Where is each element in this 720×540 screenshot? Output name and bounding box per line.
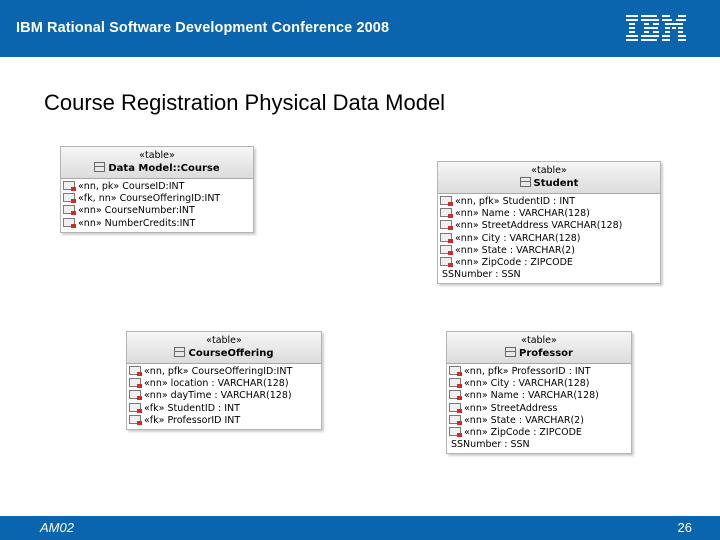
column-row[interactable]: «nn» City : VARCHAR(128) [440, 233, 658, 245]
column-icon [449, 427, 461, 436]
column-list [438, 194, 660, 283]
professor-table[interactable] [446, 331, 632, 454]
column-icon [129, 415, 141, 424]
table-header [438, 162, 660, 194]
column-icon [440, 220, 452, 229]
column-list [127, 364, 321, 429]
course-table[interactable] [60, 146, 254, 233]
table-icon [505, 347, 516, 357]
table-stereotype: «table» [531, 165, 567, 176]
column-icon [440, 196, 452, 205]
column-row[interactable]: «fk» StudentID : INT [129, 403, 319, 415]
table-icon [520, 177, 531, 187]
column-row[interactable]: «nn» StreetAddress [449, 403, 629, 415]
column-row[interactable]: «nn» NumberCredits:INT [63, 218, 251, 230]
column-icon [449, 415, 461, 424]
table-icon [94, 162, 105, 172]
column-list [61, 179, 253, 232]
column-icon [129, 378, 141, 387]
column-row[interactable]: «nn» CourseNumber:INT [63, 205, 251, 217]
column-row[interactable]: «nn» Name : VARCHAR(128) [449, 390, 629, 402]
column-icon [440, 233, 452, 242]
column-row[interactable]: «fk» ProfessorID INT [129, 415, 319, 427]
slide-title: Course Registration Physical Data Model [44, 90, 446, 115]
footer-bar [0, 516, 720, 540]
page-number: 26 [677, 520, 692, 535]
column-row[interactable]: «nn, pfk» CourseOfferingID:INT [129, 366, 319, 378]
student-table[interactable] [437, 161, 661, 284]
column-icon [440, 208, 452, 217]
column-icon [63, 218, 75, 227]
column-icon [63, 181, 75, 190]
column-row[interactable]: «fk, nn» CourseOfferingID:INT [63, 193, 251, 205]
table-header [447, 332, 631, 364]
column-row[interactable]: «nn, pfk» StudentID : INT [440, 196, 658, 208]
column-icon [63, 205, 75, 214]
column-icon [440, 245, 452, 254]
column-row[interactable]: «nn» City : VARCHAR(128) [449, 378, 629, 390]
table-header [127, 332, 321, 364]
table-name: Student [533, 178, 579, 189]
column-row[interactable]: SSNumber : SSN [451, 439, 530, 451]
column-icon [129, 390, 141, 399]
column-row[interactable]: «nn» ZipCode : ZIPCODE [440, 257, 658, 269]
column-icon [129, 366, 141, 375]
column-icon [440, 257, 452, 266]
column-row[interactable]: SSNumber : SSN [442, 269, 521, 281]
table-stereotype: «table» [206, 335, 242, 346]
column-row[interactable]: «nn» State : VARCHAR(2) [440, 245, 658, 257]
column-row[interactable]: «nn» Name : VARCHAR(128) [440, 208, 658, 220]
table-name: Data Model::Course [108, 163, 220, 174]
conference-title: IBM Rational Software Development Conference 2008 [16, 20, 390, 36]
column-row[interactable]: «nn» dayTime : VARCHAR(128) [129, 390, 319, 402]
column-row[interactable]: «nn» State : VARCHAR(2) [449, 415, 629, 427]
table-icon [174, 347, 185, 357]
course-offering-table[interactable] [126, 331, 322, 430]
table-name: Professor [519, 348, 573, 359]
column-icon [449, 378, 461, 387]
column-row[interactable]: «nn» location : VARCHAR(128) [129, 378, 319, 390]
column-list [447, 364, 631, 453]
table-header [61, 147, 253, 179]
table-stereotype: «table» [521, 335, 557, 346]
table-name: CourseOffering [188, 348, 274, 359]
column-row[interactable]: «nn» ZipCode : ZIPCODE [449, 427, 629, 439]
ibm-logo-icon [626, 13, 688, 45]
column-icon [63, 193, 75, 202]
table-stereotype: «table» [139, 150, 175, 161]
column-icon [449, 390, 461, 399]
session-code: AM02 [40, 520, 74, 535]
column-icon [449, 403, 461, 412]
column-icon [449, 366, 461, 375]
column-row[interactable]: «nn, pk» CourseID:INT [63, 181, 251, 193]
header-bar [0, 0, 720, 57]
column-row[interactable]: «nn, pfk» ProfessorID : INT [449, 366, 629, 378]
column-icon [129, 403, 141, 412]
column-row[interactable]: «nn» StreetAddress VARCHAR(128) [440, 220, 658, 232]
